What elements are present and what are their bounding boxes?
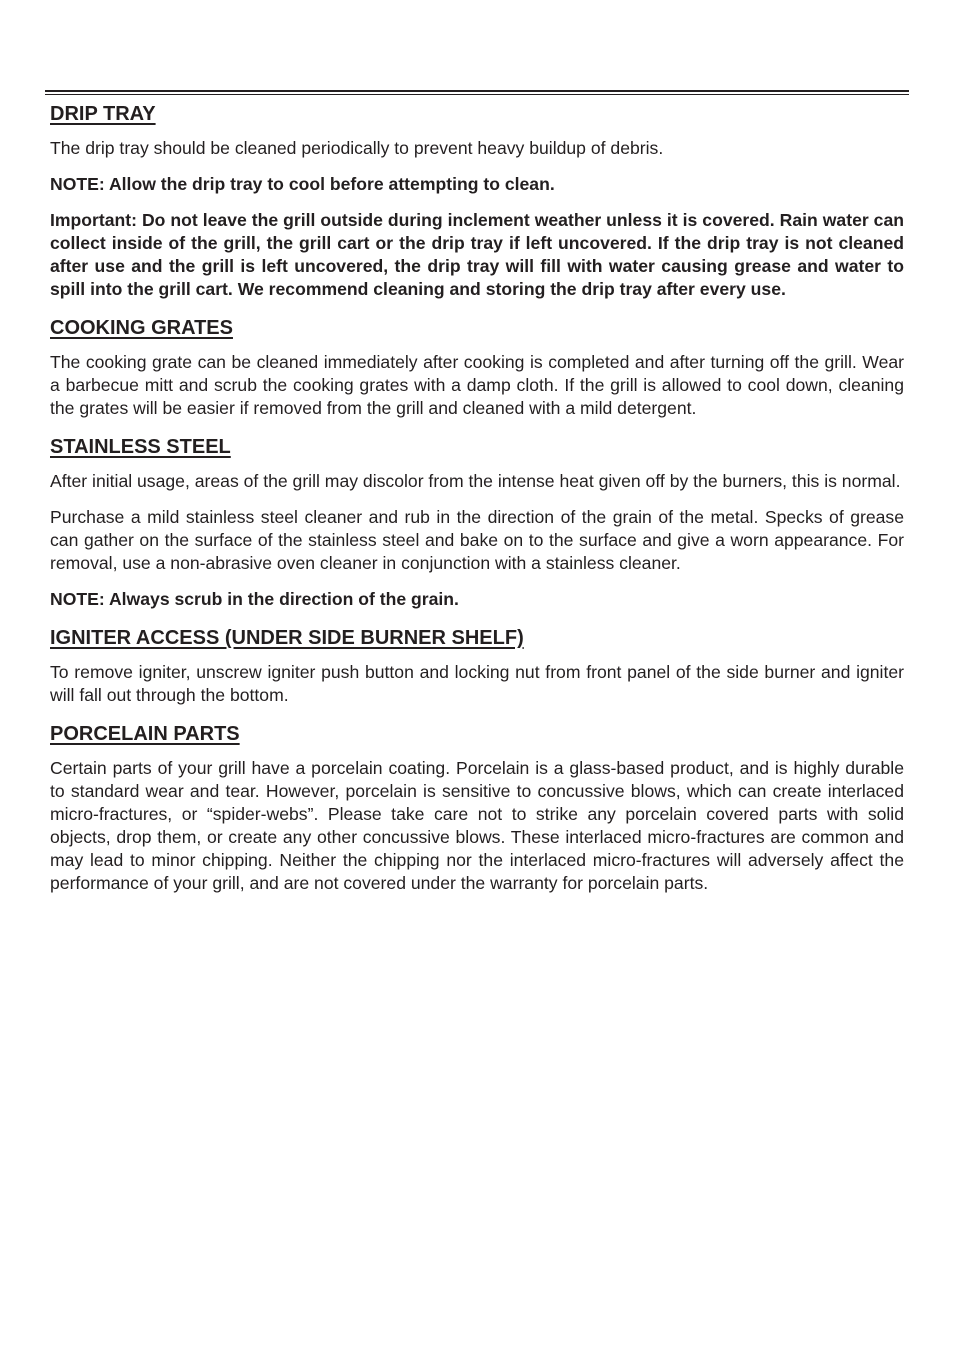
important-paragraph: Important: Do not leave the grill outside during inclement weather unless it is covered. Rain water can collect inside of the grill, the grill cart or the drip tray if left uncovered. If the drip tray is not cleaned after use and the grill is left uncovered, the drip tray will fill with water causing grease and water to spill into the grill cart. We recommend cleaning and storing the drip tray after every use. <box>50 210 904 299</box>
body-paragraph: The drip tray should be cleaned periodically to prevent heavy buildup of debris. <box>50 138 664 158</box>
section-heading: COOKING GRATES <box>50 317 233 339</box>
section-heading: DRIP TRAY <box>50 103 156 125</box>
body-paragraph: Purchase a mild stainless steel cleaner and rub in the direction of the grain of the metal. Specks of grease can gather on the surface of the stainless steel and bake on to the surface and give a worn appearance. For removal, use a non-abrasive oven cleaner in conjunction with a stainless cleaner. <box>50 507 904 573</box>
header-rule <box>45 90 909 95</box>
body-paragraph: To remove igniter, unscrew igniter push button and locking nut from front panel of the side burner and igniter will fall out through the bottom. <box>50 662 904 705</box>
manual-page-content <box>50 101 904 895</box>
section-heading: STAINLESS STEEL <box>50 436 231 458</box>
section-heading: IGNITER ACCESS (UNDER SIDE BURNER SHELF) <box>50 627 524 649</box>
body-paragraph: After initial usage, areas of the grill may discolor from the intense heat given off by the burners, this is normal. <box>50 471 901 491</box>
body-paragraph: Certain parts of your grill have a porcelain coating. Porcelain is a glass-based product, and is highly durable to standard wear and tear. However, porcelain is sensitive to concussive blows, which can create interlaced micro-fractures, or “spider-webs”. Please take care not to strike any porcelain covered parts with solid objects, drop them, or create any other concussive blows. These interlaced micro-fractures are common and may lead to minor chipping. Neither the chipping nor the interlaced micro-fractures will adversely affect the performance of your grill, and are not covered under the warranty for porcelain parts. <box>50 758 904 893</box>
section-igniter-access <box>50 625 904 707</box>
section-cooking-grates <box>50 315 904 420</box>
section-porcelain-parts <box>50 721 904 895</box>
note-paragraph: NOTE: Allow the drip tray to cool before attempting to clean. <box>50 174 555 194</box>
section-drip-tray <box>50 101 904 301</box>
section-stainless-steel <box>50 434 904 611</box>
note-paragraph: NOTE: Always scrub in the direction of the grain. <box>50 589 459 609</box>
section-heading: PORCELAIN PARTS <box>50 723 240 745</box>
body-paragraph: The cooking grate can be cleaned immediately after cooking is completed and after turning off the grill. Wear a barbecue mitt and scrub the cooking grates with a damp cloth. If the grill is allowed to cool down, cleaning the grates will be easier if removed from the grill and cleaned with a mild detergent. <box>50 352 904 418</box>
